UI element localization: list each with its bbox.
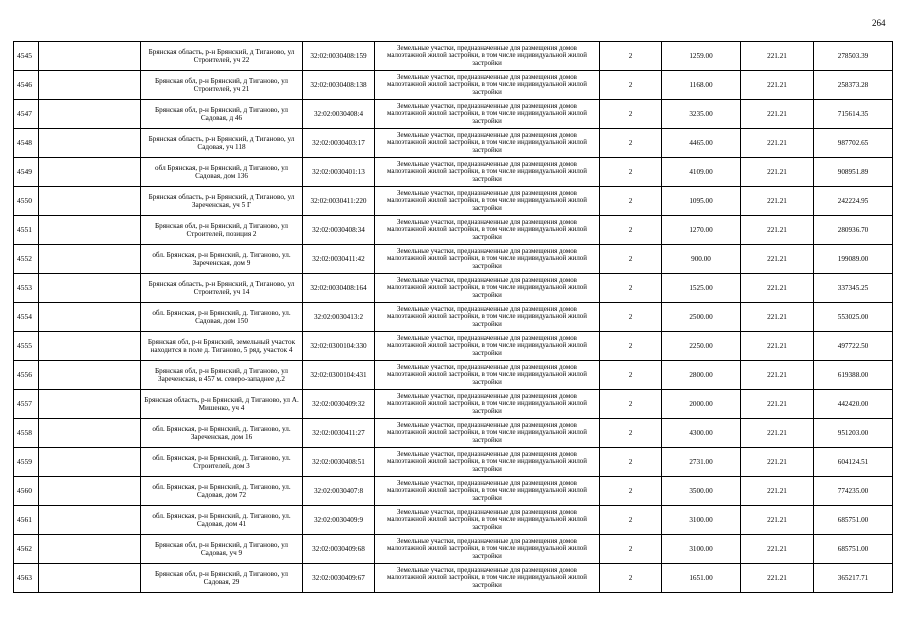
blank-cell [39, 448, 141, 477]
land-use-cell: Земельные участки, предназначенные для размещения домов малоэтажной жилой застройки, в том числе индивидуальной жилой застройки [375, 303, 600, 332]
blank-cell [39, 274, 141, 303]
area-cell: 1651.00 [662, 564, 741, 593]
blank-cell [39, 158, 141, 187]
area-cell: 3100.00 [662, 506, 741, 535]
blank-cell [39, 303, 141, 332]
land-use-cell: Земельные участки, предназначенные для размещения домов малоэтажной жилой застройки, в том числе индивидуальной жилой застройки [375, 390, 600, 419]
table-body [14, 42, 893, 593]
group-cell: 2 [600, 303, 662, 332]
table-row [14, 129, 893, 158]
blank-cell [39, 332, 141, 361]
cadastral-number-cell: 32:02:0030401:13 [303, 158, 375, 187]
land-use-cell: Земельные участки, предназначенные для размещения домов малоэтажной жилой застройки, в том числе индивидуальной жилой застройки [375, 42, 600, 71]
row-number-cell: 4562 [14, 535, 39, 564]
row-number-cell: 4558 [14, 419, 39, 448]
land-use-cell: Земельные участки, предназначенные для размещения домов малоэтажной жилой застройки, в том числе индивидуальной жилой застройки [375, 187, 600, 216]
land-use-cell: Земельные участки, предназначенные для размещения домов малоэтажной жилой застройки, в том числе индивидуальной жилой застройки [375, 71, 600, 100]
group-cell: 2 [600, 506, 662, 535]
land-use-cell: Земельные участки, предназначенные для размещения домов малоэтажной жилой застройки, в том числе индивидуальной жилой застройки [375, 419, 600, 448]
cadastral-number-cell: 32:02:0030408:34 [303, 216, 375, 245]
rate-cell: 221.21 [741, 506, 814, 535]
row-number-cell: 4556 [14, 361, 39, 390]
group-cell: 2 [600, 129, 662, 158]
rate-cell: 221.21 [741, 245, 814, 274]
cadastral-number-cell: 32:02:0300104:330 [303, 332, 375, 361]
table-row [14, 332, 893, 361]
row-number-cell: 4557 [14, 390, 39, 419]
row-number-cell: 4555 [14, 332, 39, 361]
rate-cell: 221.21 [741, 274, 814, 303]
group-cell: 2 [600, 187, 662, 216]
cadastral-value-cell: 951203.00 [814, 419, 893, 448]
address-cell: Брянская обл, р-н Брянский, д Тиганово, ул Садовая, д 46 [141, 100, 303, 129]
cadastral-number-cell: 32:02:0030411:220 [303, 187, 375, 216]
cadastral-value-cell: 908951.89 [814, 158, 893, 187]
group-cell: 2 [600, 274, 662, 303]
rate-cell: 221.21 [741, 42, 814, 71]
address-cell: Брянская область, р-н Брянский, д Тиганово, ул Строителей, уч 22 [141, 42, 303, 71]
row-number-cell: 4545 [14, 42, 39, 71]
rate-cell: 221.21 [741, 535, 814, 564]
blank-cell [39, 535, 141, 564]
area-cell: 3100.00 [662, 535, 741, 564]
blank-cell [39, 129, 141, 158]
group-cell: 2 [600, 390, 662, 419]
group-cell: 2 [600, 332, 662, 361]
group-cell: 2 [600, 42, 662, 71]
area-cell: 3500.00 [662, 477, 741, 506]
cadastral-value-cell: 337345.25 [814, 274, 893, 303]
blank-cell [39, 100, 141, 129]
row-number-cell: 4559 [14, 448, 39, 477]
row-number-cell: 4546 [14, 71, 39, 100]
cadastral-value-cell: 278503.39 [814, 42, 893, 71]
cadastral-number-cell: 32:02:0030408:164 [303, 274, 375, 303]
address-cell: Брянская обл, р-н Брянский, земельный участок находится в поле д. Тиганово, 5 ряд, участок 4 [141, 332, 303, 361]
land-use-cell: Земельные участки, предназначенные для размещения домов малоэтажной жилой застройки, в том числе индивидуальной жилой застройки [375, 448, 600, 477]
cadastral-value-cell: 242224.95 [814, 187, 893, 216]
address-cell: обл. Брянская, р-н Брянский, д. Тиганово, ул. Строителей, дом 3 [141, 448, 303, 477]
area-cell: 2000.00 [662, 390, 741, 419]
area-cell: 4465.00 [662, 129, 741, 158]
blank-cell [39, 42, 141, 71]
area-cell: 2500.00 [662, 303, 741, 332]
table-row [14, 71, 893, 100]
row-number-cell: 4554 [14, 303, 39, 332]
address-cell: Брянская обл, р-н Брянский, д Тиганово, ул Строителей, уч 21 [141, 71, 303, 100]
table-row [14, 448, 893, 477]
address-cell: Брянская область, р-н Брянский, д Тиганово, ул Зареченская, уч 5 Г [141, 187, 303, 216]
address-cell: Брянская область, р-н Брянский, д Тиганово, ул А. Мишенко, уч 4 [141, 390, 303, 419]
group-cell: 2 [600, 216, 662, 245]
cadastral-value-cell: 619388.00 [814, 361, 893, 390]
row-number-cell: 4561 [14, 506, 39, 535]
cadastral-value-cell: 685751.00 [814, 535, 893, 564]
group-cell: 2 [600, 71, 662, 100]
cadastral-value-cell: 685751.00 [814, 506, 893, 535]
group-cell: 2 [600, 564, 662, 593]
table-row [14, 535, 893, 564]
cadastral-number-cell: 32:02:0030409:32 [303, 390, 375, 419]
area-cell: 1525.00 [662, 274, 741, 303]
address-cell: обл. Брянская, р-н Брянский, д. Тиганово, ул. Садовая, дом 41 [141, 506, 303, 535]
table-row [14, 477, 893, 506]
row-number-cell: 4560 [14, 477, 39, 506]
row-number-cell: 4549 [14, 158, 39, 187]
cadastral-value-cell: 497722.50 [814, 332, 893, 361]
land-use-cell: Земельные участки, предназначенные для размещения домов малоэтажной жилой застройки, в том числе индивидуальной жилой застройки [375, 477, 600, 506]
cadastral-number-cell: 32:02:0030407:8 [303, 477, 375, 506]
cadastral-value-cell: 199089.00 [814, 245, 893, 274]
cadastral-value-table [13, 41, 893, 593]
rate-cell: 221.21 [741, 216, 814, 245]
blank-cell [39, 245, 141, 274]
cadastral-number-cell: 32:02:0300104:431 [303, 361, 375, 390]
land-use-cell: Земельные участки, предназначенные для размещения домов малоэтажной жилой застройки, в том числе индивидуальной жилой застройки [375, 245, 600, 274]
row-number-cell: 4550 [14, 187, 39, 216]
blank-cell [39, 477, 141, 506]
area-cell: 1095.00 [662, 187, 741, 216]
table-row [14, 158, 893, 187]
table-row [14, 274, 893, 303]
blank-cell [39, 419, 141, 448]
rate-cell: 221.21 [741, 361, 814, 390]
area-cell: 2250.00 [662, 332, 741, 361]
table-row [14, 506, 893, 535]
land-use-cell: Земельные участки, предназначенные для размещения домов малоэтажной жилой застройки, в том числе индивидуальной жилой застройки [375, 216, 600, 245]
table-row [14, 564, 893, 593]
cadastral-number-cell: 32:02:0030408:51 [303, 448, 375, 477]
group-cell: 2 [600, 535, 662, 564]
rate-cell: 221.21 [741, 303, 814, 332]
cadastral-value-cell: 365217.71 [814, 564, 893, 593]
cadastral-number-cell: 32:02:0030411:42 [303, 245, 375, 274]
cadastral-value-cell: 442420.00 [814, 390, 893, 419]
rate-cell: 221.21 [741, 477, 814, 506]
table-row [14, 390, 893, 419]
rate-cell: 221.21 [741, 419, 814, 448]
rate-cell: 221.21 [741, 100, 814, 129]
row-number-cell: 4552 [14, 245, 39, 274]
cadastral-number-cell: 32:02:0030408:138 [303, 71, 375, 100]
area-cell: 1270.00 [662, 216, 741, 245]
area-cell: 4109.00 [662, 158, 741, 187]
rate-cell: 221.21 [741, 158, 814, 187]
area-cell: 1168.00 [662, 71, 741, 100]
blank-cell [39, 506, 141, 535]
table-row [14, 187, 893, 216]
area-cell: 900.00 [662, 245, 741, 274]
cadastral-number-cell: 32:02:0030409:9 [303, 506, 375, 535]
address-cell: Брянская область, р-н Брянский, д Тиганово, ул Садовая, уч 118 [141, 129, 303, 158]
cadastral-value-cell: 280936.70 [814, 216, 893, 245]
row-number-cell: 4563 [14, 564, 39, 593]
row-number-cell: 4548 [14, 129, 39, 158]
group-cell: 2 [600, 100, 662, 129]
rate-cell: 221.21 [741, 71, 814, 100]
land-use-cell: Земельные участки, предназначенные для размещения домов малоэтажной жилой застройки, в том числе индивидуальной жилой застройки [375, 361, 600, 390]
cadastral-number-cell: 32:02:0030408:159 [303, 42, 375, 71]
land-use-cell: Земельные участки, предназначенные для размещения домов малоэтажной жилой застройки, в том числе индивидуальной жилой застройки [375, 129, 600, 158]
address-cell: Брянская обл, р-н Брянский, д Тиганово, ул Зареченская, в 457 м. северо-западнее д.2 [141, 361, 303, 390]
cadastral-number-cell: 32:02:0030411:27 [303, 419, 375, 448]
blank-cell [39, 361, 141, 390]
cadastral-value-cell: 715614.35 [814, 100, 893, 129]
group-cell: 2 [600, 245, 662, 274]
blank-cell [39, 71, 141, 100]
page-number: 264 [872, 18, 886, 28]
table-row [14, 361, 893, 390]
row-number-cell: 4551 [14, 216, 39, 245]
blank-cell [39, 390, 141, 419]
area-cell: 4300.00 [662, 419, 741, 448]
cadastral-number-cell: 32:02:0030403:17 [303, 129, 375, 158]
land-use-cell: Земельные участки, предназначенные для размещения домов малоэтажной жилой застройки, в том числе индивидуальной жилой застройки [375, 274, 600, 303]
cadastral-number-cell: 32:02:0030413:2 [303, 303, 375, 332]
rate-cell: 221.21 [741, 390, 814, 419]
address-cell: Брянская обл, р-н Брянский, д Тиганово, ул Садовая, 29 [141, 564, 303, 593]
rate-cell: 221.21 [741, 332, 814, 361]
row-number-cell: 4547 [14, 100, 39, 129]
area-cell: 2800.00 [662, 361, 741, 390]
rate-cell: 221.21 [741, 187, 814, 216]
rate-cell: 221.21 [741, 448, 814, 477]
land-use-cell: Земельные участки, предназначенные для размещения домов малоэтажной жилой застройки, в том числе индивидуальной жилой застройки [375, 332, 600, 361]
blank-cell [39, 216, 141, 245]
cadastral-value-cell: 987702.65 [814, 129, 893, 158]
area-cell: 1259.00 [662, 42, 741, 71]
rate-cell: 221.21 [741, 129, 814, 158]
address-cell: обл. Брянская, р-н Брянский, д. Тиганово, ул. Садовая, дом 150 [141, 303, 303, 332]
blank-cell [39, 564, 141, 593]
cadastral-value-cell: 604124.51 [814, 448, 893, 477]
land-use-cell: Земельные участки, предназначенные для размещения домов малоэтажной жилой застройки, в том числе индивидуальной жилой застройки [375, 564, 600, 593]
rate-cell: 221.21 [741, 564, 814, 593]
address-cell: обл. Брянская, р-н Брянский, д. Тиганово, ул. Зареченская, дом 16 [141, 419, 303, 448]
table-row [14, 303, 893, 332]
address-cell: обл. Брянская, р-н Брянский, д. Тиганово, ул. Зареченская, дом 9 [141, 245, 303, 274]
address-cell: Брянская обл, р-н Брянский, д Тиганово, ул Строителей, позиция 2 [141, 216, 303, 245]
group-cell: 2 [600, 361, 662, 390]
group-cell: 2 [600, 419, 662, 448]
table-row [14, 216, 893, 245]
table-row [14, 419, 893, 448]
land-use-cell: Земельные участки, предназначенные для размещения домов малоэтажной жилой застройки, в том числе индивидуальной жилой застройки [375, 535, 600, 564]
group-cell: 2 [600, 448, 662, 477]
table-row [14, 100, 893, 129]
cadastral-number-cell: 32:02:0030408:4 [303, 100, 375, 129]
address-cell: Брянская область, р-н Брянский, д Тиганово, ул Строителей, уч 14 [141, 274, 303, 303]
cadastral-number-cell: 32:02:0030409:67 [303, 564, 375, 593]
land-use-cell: Земельные участки, предназначенные для размещения домов малоэтажной жилой застройки, в том числе индивидуальной жилой застройки [375, 158, 600, 187]
table-row [14, 42, 893, 71]
cadastral-value-cell: 774235.00 [814, 477, 893, 506]
address-cell: обл. Брянская, р-н Брянский, д. Тиганово, ул. Садовая, дом 72 [141, 477, 303, 506]
address-cell: Брянская обл, р-н Брянский, д Тиганово, ул Садовая, уч 9 [141, 535, 303, 564]
row-number-cell: 4553 [14, 274, 39, 303]
cadastral-value-cell: 258373.28 [814, 71, 893, 100]
group-cell: 2 [600, 477, 662, 506]
group-cell: 2 [600, 158, 662, 187]
cadastral-value-cell: 553025.00 [814, 303, 893, 332]
blank-cell [39, 187, 141, 216]
address-cell: обл Брянская, р-н Брянский, д Тиганово, ул Садовая, дом 136 [141, 158, 303, 187]
area-cell: 3235.00 [662, 100, 741, 129]
area-cell: 2731.00 [662, 448, 741, 477]
land-use-cell: Земельные участки, предназначенные для размещения домов малоэтажной жилой застройки, в том числе индивидуальной жилой застройки [375, 506, 600, 535]
cadastral-number-cell: 32:02:0030409:68 [303, 535, 375, 564]
table-row [14, 245, 893, 274]
land-use-cell: Земельные участки, предназначенные для размещения домов малоэтажной жилой застройки, в том числе индивидуальной жилой застройки [375, 100, 600, 129]
